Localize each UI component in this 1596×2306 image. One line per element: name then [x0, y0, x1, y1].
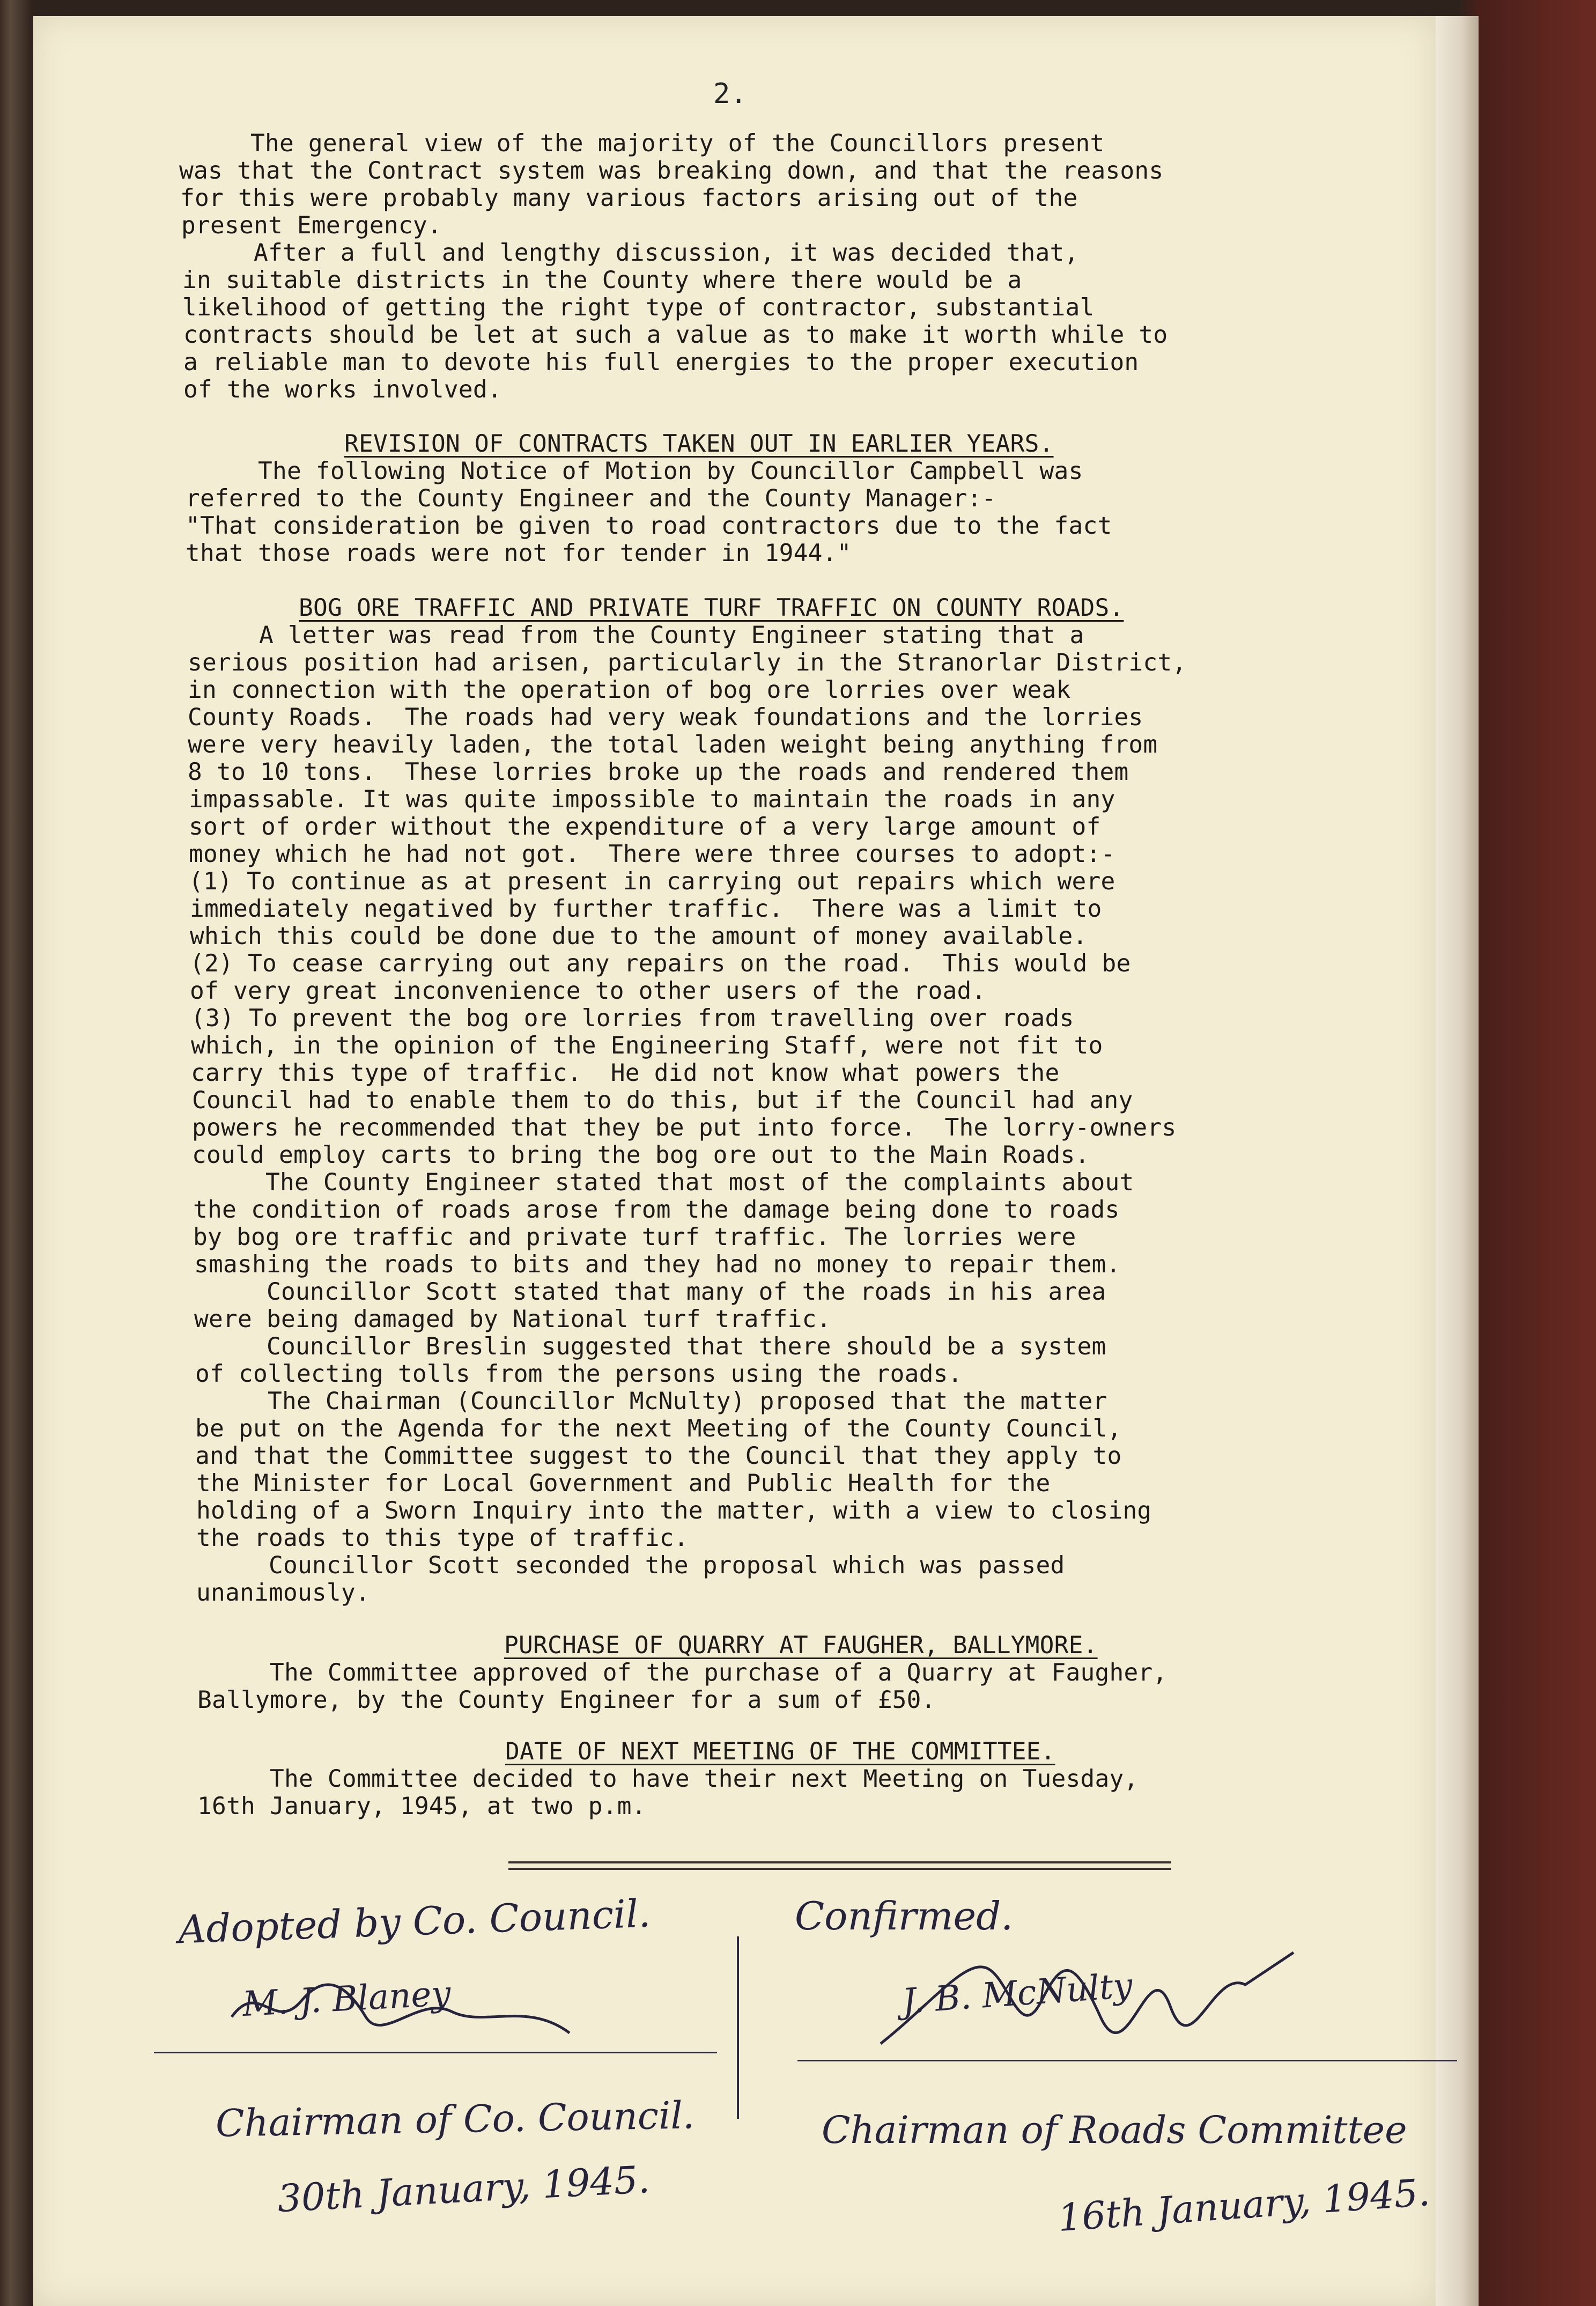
text-line: Councillor Scott stated that many of the roads in his area: [194, 1278, 1106, 1306]
text-line: (2) To cease carrying out any repairs on the road. This would be: [190, 950, 1131, 977]
text-line: in suitable districts in the County where there would be a: [182, 267, 1022, 294]
text-line: After a full and lengthy discussion, it was decided that,: [181, 239, 1079, 267]
text-line: unanimously.: [196, 1579, 370, 1607]
section-heading: DATE OF NEXT MEETING OF THE COMMITTEE.: [505, 1738, 1055, 1765]
text-line: 16th January, 1945, at two p.m.: [197, 1793, 646, 1820]
text-line: present Emergency.: [181, 212, 442, 239]
signature-line-left: [154, 2052, 717, 2053]
signature-right: J. B. McNulty: [900, 1966, 1134, 2022]
text-line: Ballymore, by the County Engineer for a sum of £50.: [197, 1686, 936, 1714]
section-heading: BOG ORE TRAFFIC AND PRIVATE TURF TRAFFIC ON COUNTY ROADS.: [299, 594, 1124, 622]
text-line: serious position had arisen, particularly in the Stranorlar District,: [188, 649, 1187, 676]
text-line: 8 to 10 tons. These lorries broke up the roads and rendered them: [188, 758, 1129, 786]
text-line: powers he recommended that they be put into force. The lorry-owners: [192, 1114, 1177, 1141]
text-line: the Minister for Local Government and Public Health for the: [196, 1470, 1051, 1497]
document-page: [33, 16, 1436, 2306]
text-line: by bog ore traffic and private turf traffic. The lorries were: [193, 1224, 1076, 1251]
text-line: was that the Contract system was breaking down, and that the reasons: [179, 157, 1164, 185]
text-line: of the works involved.: [183, 376, 502, 403]
text-line: referred to the County Engineer and the County Manager:-: [186, 485, 996, 512]
text-line: of very great inconvenience to other users of the road.: [190, 977, 986, 1005]
text-line: likelihood of getting the right type of contractor, substantial: [182, 294, 1095, 321]
text-line: be put on the Agenda for the next Meeting of the County Council,: [195, 1415, 1122, 1442]
text-line: impassable. It was quite impossible to maintain the roads in any: [189, 786, 1115, 813]
signature-left: M. J. Blaney: [241, 1973, 452, 2025]
text-line: that those roads were not for tender in 1944.": [186, 540, 852, 567]
text-line: a reliable man to devote his full energies to the proper execution: [183, 349, 1139, 376]
text-line: the condition of roads arose from the damage being done to roads: [193, 1196, 1120, 1224]
text-line: smashing the roads to bits and they had no money to repair them.: [194, 1251, 1121, 1278]
date-left: 30th January, 1945.: [276, 2157, 651, 2221]
confirmed-note: Confirmed.: [795, 1894, 1014, 1939]
binding-edge: [1436, 16, 1479, 2306]
text-line: Council had to enable them to do this, but if the Council had any: [192, 1087, 1133, 1114]
signature-left-scrawl: [226, 1969, 602, 2044]
title-left: Chairman of Co. Council.: [215, 2093, 695, 2146]
text-line: The following Notice of Motion by Councillor Campbell was: [186, 458, 1083, 485]
text-line: The general view of the majority of the Councillors present: [178, 130, 1105, 157]
text-line: and that the Committee suggest to the Council that they apply to: [195, 1442, 1122, 1470]
date-right: 16th January, 1945.: [1056, 2170, 1431, 2241]
text-line: the roads to this type of traffic.: [196, 1524, 689, 1552]
text-line: Councillor Breslin suggested that there should be a system: [194, 1333, 1106, 1360]
text-line: in connection with the operation of bog ore lorries over weak: [188, 676, 1071, 704]
text-line: The Chairman (Councillor McNulty) proposed that the matter: [195, 1388, 1107, 1415]
closing-rule: [508, 1868, 1171, 1870]
text-line: were very heavily laden, the total laden weight being anything from: [188, 731, 1158, 758]
signature-divider: [737, 1936, 739, 2119]
signature-right-scrawl: [870, 1936, 1310, 2054]
title-right: Chairman of Roads Committee: [822, 2108, 1407, 2152]
text-line: sort of order without the expenditure of a very large amount of: [189, 813, 1101, 841]
text-line: could employ carts to bring the bog ore out to the Main Roads.: [192, 1141, 1090, 1169]
text-line: The Committee decided to have their next Meeting on Tuesday,: [197, 1765, 1139, 1793]
text-line: for this were probably many various factors arising out of the: [180, 185, 1078, 212]
text-line: holding of a Sworn Inquiry into the matter, with a view to closing: [196, 1497, 1152, 1524]
section-heading: PURCHASE OF QUARRY AT FAUGHER, BALLYMORE.: [504, 1632, 1098, 1659]
text-line: The County Engineer stated that most of the complaints about: [193, 1169, 1134, 1196]
text-line: County Roads. The roads had very weak foundations and the lorries: [188, 704, 1143, 731]
text-line: (3) To prevent the bog ore lorries from travelling over roads: [191, 1005, 1074, 1032]
text-line: "That consideration be given to road contractors due to the fact: [186, 512, 1112, 540]
text-line: A letter was read from the County Engineer stating that a: [187, 622, 1084, 649]
text-line: which, in the opinion of the Engineering Staff, were not fit to: [191, 1032, 1103, 1059]
text-line: of collecting tolls from the persons using the roads.: [195, 1360, 963, 1388]
text-line: were being damaged by National turf traffic.: [194, 1306, 831, 1333]
text-line: immediately negatived by further traffic. There was a limit to: [190, 895, 1102, 923]
text-line: carry this type of traffic. He did not know what powers the: [191, 1059, 1060, 1087]
text-line: which this could be done due to the amount of money available.: [190, 923, 1088, 950]
closing-rule: [508, 1861, 1171, 1863]
adopted-note: Adopted by Co. Council.: [177, 1890, 652, 1953]
section-heading: REVISION OF CONTRACTS TAKEN OUT IN EARLIER YEARS.: [344, 430, 1054, 458]
text-line: Councillor Scott seconded the proposal which was passed: [196, 1552, 1065, 1579]
text-line: The Committee approved of the purchase of a Quarry at Faugher,: [197, 1659, 1168, 1686]
text-line: money which he had not got. There were three courses to adopt:-: [189, 841, 1115, 868]
signature-line-right: [797, 2060, 1457, 2061]
text-line: contracts should be let at such a value as to make it worth while to: [183, 321, 1168, 349]
text-line: (1) To continue as at present in carrying out repairs which were: [189, 868, 1115, 895]
page-number: 2.: [713, 78, 748, 110]
